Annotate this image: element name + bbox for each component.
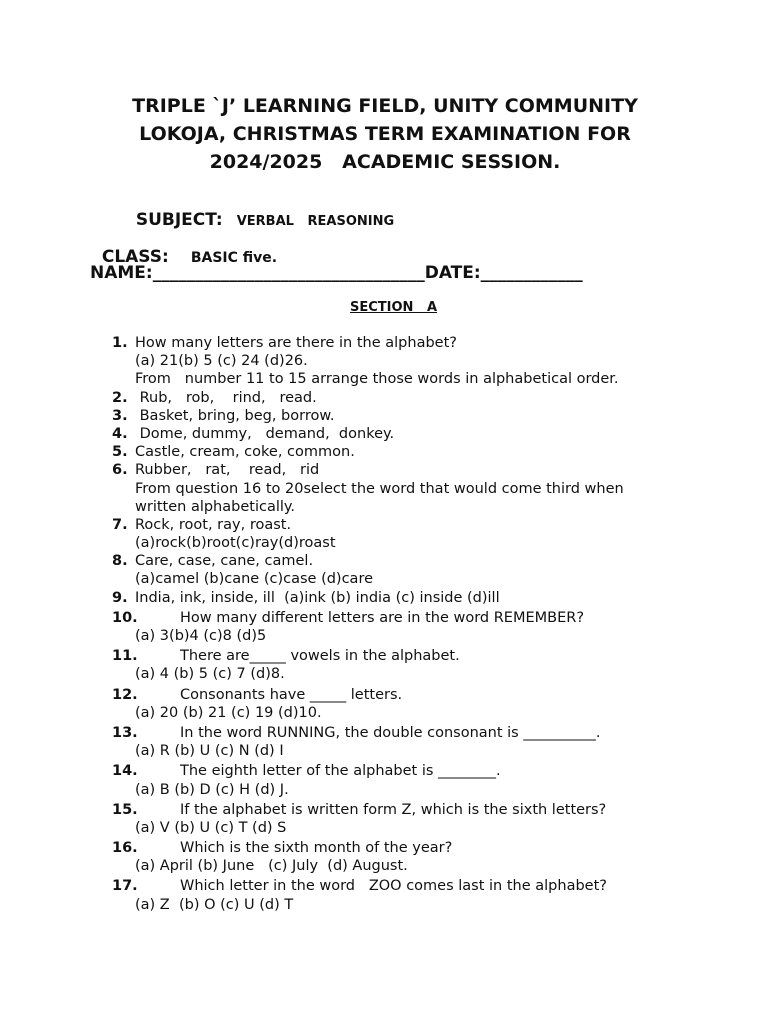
question-text: Consonants have _____ letters. bbox=[180, 686, 403, 703]
question-item bbox=[112, 724, 672, 742]
question-item bbox=[112, 461, 672, 479]
question-options: (a) R (b) U (c) N (d) I bbox=[135, 743, 284, 760]
question-text: There are_____ vowels in the alphabet. bbox=[180, 648, 460, 665]
question-detail-line bbox=[112, 352, 672, 370]
question-number: 12. bbox=[112, 686, 138, 703]
question-text: Rock, root, ray, roast. bbox=[135, 516, 292, 533]
subject-value: VERBAL REASONING bbox=[236, 214, 395, 229]
question-item bbox=[112, 589, 672, 607]
question-options: From question 16 to 20select the word that would come third when bbox=[135, 480, 624, 497]
question-text: How many letters are there in the alphabet? bbox=[135, 335, 457, 351]
class-row bbox=[90, 227, 277, 267]
question-options: (a) Z (b) O (c) U (d) T bbox=[135, 896, 294, 913]
question-options: (a) 4 (b) 5 (c) 7 (d)8. bbox=[135, 666, 285, 683]
question-item bbox=[112, 516, 672, 534]
section-heading: SECTION A bbox=[350, 300, 438, 315]
question-number: 10. bbox=[112, 609, 138, 626]
question-detail-line bbox=[112, 896, 672, 914]
question-options: From number 11 to 15 arrange those words in alphabetical order. bbox=[135, 371, 619, 388]
exam-title bbox=[90, 92, 680, 176]
question-detail-line bbox=[112, 627, 672, 645]
question-number: 17. bbox=[112, 878, 138, 895]
question-number: 15. bbox=[112, 801, 138, 818]
name-date-line: NAME:________________________________DATE:____________ bbox=[90, 263, 583, 283]
question-detail-line bbox=[112, 534, 672, 552]
question-text: If the alphabet is written form Z, which is the sixth letters? bbox=[180, 801, 607, 818]
question-text: Which is the sixth month of the year? bbox=[180, 840, 453, 857]
question-item bbox=[112, 647, 672, 665]
question-text: In the word RUNNING, the double consonant is __________. bbox=[180, 724, 601, 741]
question-number: 1. bbox=[112, 335, 128, 351]
question-text: Which letter in the word ZOO comes last in the alphabet? bbox=[180, 878, 607, 895]
question-detail-line bbox=[112, 857, 672, 875]
question-detail-line bbox=[112, 370, 672, 388]
question-options: (a) B (b) D (c) H (d) J. bbox=[135, 781, 289, 798]
question-item bbox=[112, 686, 672, 704]
question-item bbox=[112, 389, 672, 407]
question-detail-line bbox=[112, 570, 672, 588]
question-number: 14. bbox=[112, 763, 138, 780]
question-number: 9. bbox=[112, 589, 128, 606]
question-number: 4. bbox=[112, 425, 128, 442]
question-item bbox=[112, 762, 672, 780]
question-detail-line bbox=[112, 819, 672, 837]
question-item bbox=[112, 609, 672, 627]
question-options: (a) 3(b)4 (c)8 (d)5 bbox=[135, 628, 267, 644]
question-number: 5. bbox=[112, 444, 128, 461]
title-line-2: LOKOJA, CHRISTMAS TERM EXAMINATION FOR bbox=[139, 123, 631, 145]
question-number: 6. bbox=[112, 462, 128, 479]
question-options: (a) 21(b) 5 (c) 24 (d)26. bbox=[135, 353, 308, 370]
question-number: 7. bbox=[112, 516, 128, 533]
title-line-1: TRIPLE `J’ LEARNING FIELD, UNITY COMMUNITY bbox=[132, 95, 638, 117]
question-item bbox=[112, 407, 672, 425]
question-detail-line bbox=[112, 704, 672, 722]
class-label: CLASS: bbox=[101, 247, 169, 267]
question-item bbox=[112, 839, 672, 857]
question-list bbox=[112, 334, 672, 914]
question-text: Rubber, rat, read, rid bbox=[135, 462, 320, 479]
subject-label: SUBJECT: bbox=[135, 210, 223, 230]
question-options: (a) April (b) June (c) July (d) August. bbox=[135, 858, 408, 875]
title-line-3: 2024/2025 ACADEMIC SESSION. bbox=[209, 151, 561, 173]
question-detail-line bbox=[112, 480, 672, 498]
question-number: 16. bbox=[112, 840, 138, 857]
question-options: (a) 20 (b) 21 (c) 19 (d)10. bbox=[135, 704, 322, 721]
question-item bbox=[112, 425, 672, 443]
question-item bbox=[112, 443, 672, 461]
question-number: 3. bbox=[112, 407, 128, 424]
question-text: Basket, bring, beg, borrow. bbox=[135, 407, 335, 424]
question-number: 2. bbox=[112, 389, 128, 406]
question-item bbox=[112, 552, 672, 570]
question-options: (a)rock(b)root(c)ray(d)roast bbox=[135, 535, 336, 552]
question-item bbox=[112, 801, 672, 819]
question-number: 11. bbox=[112, 648, 138, 665]
question-text: Care, case, cane, camel. bbox=[135, 553, 314, 570]
question-options: (a)camel (b)cane (c)case (d)care bbox=[135, 571, 374, 588]
question-number: 8. bbox=[112, 553, 128, 570]
question-detail-line bbox=[112, 742, 672, 760]
subject-row bbox=[124, 190, 394, 230]
question-detail-line bbox=[112, 665, 672, 683]
question-text: The eighth letter of the alphabet is ________. bbox=[180, 763, 501, 780]
question-item bbox=[112, 877, 672, 895]
question-options: written alphabetically. bbox=[135, 498, 296, 515]
question-number: 13. bbox=[112, 724, 138, 741]
question-text: India, ink, inside, ill (a)ink (b) india (c) inside (d)ill bbox=[135, 589, 500, 606]
question-detail-line bbox=[112, 781, 672, 799]
class-value: BASIC five. bbox=[190, 250, 278, 266]
question-detail-line bbox=[112, 498, 672, 516]
question-text: How many different letters are in the word REMEMBER? bbox=[180, 609, 585, 626]
question-text: Dome, dummy, demand, donkey. bbox=[135, 425, 395, 442]
question-text: Rub, rob, rind, read. bbox=[135, 389, 317, 406]
question-text: Castle, cream, coke, common. bbox=[135, 444, 355, 461]
question-options: (a) V (b) U (c) T (d) S bbox=[135, 819, 287, 836]
question-item bbox=[112, 334, 672, 352]
